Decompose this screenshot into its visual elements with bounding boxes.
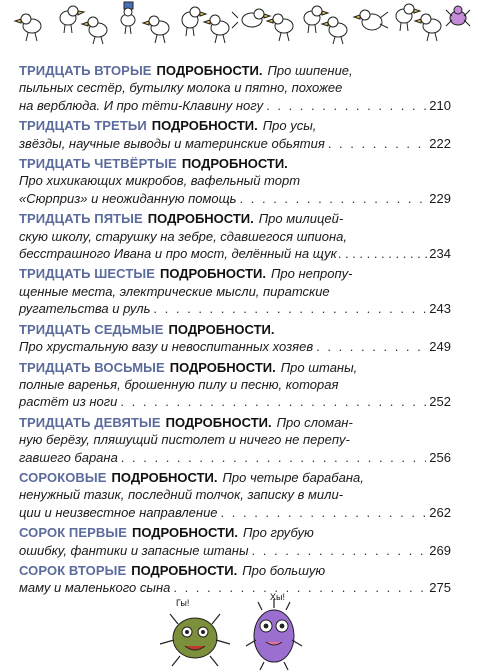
birds-illustration (0, 0, 478, 50)
entry-text: ную берёзу, пляшущий пистолет и ничего не перепу- (19, 432, 350, 448)
chapter-word: ПОДРОБНОСТИ. (160, 266, 266, 282)
entry-text: маму и маленького сына (19, 580, 171, 596)
chapter-number: СОРОК ПЕРВЫЕ (19, 525, 128, 541)
page-number: 249 (429, 339, 451, 355)
page-number: 256 (429, 449, 451, 465)
toc-entry[interactable] (19, 359, 451, 411)
toc-entry[interactable] (19, 469, 451, 521)
entry-last-line (19, 97, 451, 114)
chapter-word: ПОДРОБНОСТИ. (132, 525, 238, 541)
entry-heading-line (19, 265, 451, 282)
toc-entry[interactable] (19, 155, 451, 207)
entry-last-line (19, 245, 451, 262)
toc-entry[interactable] (19, 321, 451, 356)
page-number: 269 (429, 542, 451, 558)
toc-entry[interactable] (19, 62, 451, 114)
chapter-word: ПОДРОБНОСТИ. (131, 562, 238, 578)
entry-text-line (19, 283, 451, 300)
entry-text: бесстрашного Ивана и про мост, делённый на щук (19, 246, 337, 262)
entry-text: скую школу, старушку на зебре, сдавшегося шпиона, (19, 228, 347, 244)
chapter-word: ПОДРОБНОСТИ. (147, 211, 254, 227)
entry-text: «Сюрприз» и неожиданную помощь (19, 190, 237, 206)
toc-entry[interactable] (19, 117, 451, 152)
entry-text: растёт из ноги (19, 394, 118, 410)
page-number: 262 (429, 504, 451, 520)
chapter-number: ТРИДЦАТЬ ДЕВЯТЫЕ (19, 414, 161, 430)
page-number: 210 (429, 97, 451, 113)
entry-text: щенные места, электрические мысли, пиратские (19, 283, 330, 299)
entry-text: Про штаны, (280, 359, 358, 375)
dot-leader (338, 245, 429, 262)
page-number: 275 (429, 580, 451, 596)
chapter-number: ТРИДЦАТЬ ШЕСТЫЕ (19, 266, 155, 282)
chapter-word: ПОДРОБНОСТИ. (181, 156, 288, 172)
dot-leader (240, 190, 427, 207)
right-speech: Хы! (270, 592, 285, 602)
entry-text: Про хихикающих микробов, вафельный торт (19, 173, 301, 189)
left-speech: Гы! (176, 598, 190, 608)
chapter-number: СОРОКОВЫЕ (19, 469, 107, 485)
entry-heading-line (19, 321, 451, 338)
dot-leader (221, 504, 427, 521)
entry-heading-line (19, 155, 451, 172)
entry-text: ции и неизвестное направление (19, 504, 218, 520)
toc-entry[interactable] (19, 414, 451, 466)
entry-text: Про грубую (242, 525, 314, 541)
entry-last-line (19, 449, 451, 466)
entry-last-line (19, 135, 451, 152)
page-number: 234 (429, 246, 451, 262)
dot-leader (153, 300, 426, 317)
entry-text: пыльных сестёр, бутылку молока и пятно, похожее (19, 80, 343, 96)
entry-text: Про сломан- (276, 414, 353, 430)
entry-text: Про непропу- (270, 266, 353, 282)
entry-heading-line (19, 117, 451, 134)
entry-heading-line (19, 62, 451, 79)
page-number: 229 (429, 190, 451, 206)
entry-text-line (19, 172, 451, 189)
entry-heading-line (19, 524, 451, 541)
chapter-word: ПОДРОБНОСТИ. (165, 414, 272, 430)
page-number: 222 (429, 135, 451, 151)
entry-text: на верблюда. И про тёти-Клавину ногу (19, 97, 264, 113)
right-monster (246, 592, 302, 670)
chapter-word: ПОДРОБНОСТИ. (151, 118, 258, 134)
entry-text: Про хрустальную вазу и невоспитанных хозяев (19, 339, 314, 355)
dot-leader (121, 449, 427, 466)
entry-text-line (19, 431, 451, 448)
entry-last-line (19, 542, 451, 559)
entry-text-line (19, 79, 451, 96)
toc-entry[interactable] (19, 210, 451, 262)
entry-text-line (19, 486, 451, 503)
entry-heading-line (19, 562, 451, 579)
entry-heading-line (19, 359, 451, 376)
entry-text: ругательства и руль (19, 301, 151, 317)
entry-heading-line (19, 210, 451, 227)
toc-entry[interactable] (19, 524, 451, 559)
entry-last-line (19, 393, 451, 410)
page-number: 243 (429, 301, 451, 317)
entry-last-line (19, 338, 451, 355)
dot-leader (120, 393, 426, 410)
chapter-number: ТРИДЦАТЬ ВТОРЫЕ (19, 63, 152, 78)
entry-text: Про милицей- (258, 211, 344, 227)
monsters-illustration (150, 590, 330, 672)
chapter-number: ТРИДЦАТЬ ПЯТЫЕ (19, 211, 143, 227)
chapter-word: ПОДРОБНОСТИ. (169, 359, 276, 375)
table-of-contents (19, 62, 451, 600)
page-number: 252 (429, 394, 451, 410)
dot-leader (252, 542, 427, 559)
chapter-number: СОРОК ВТОРЫЕ (19, 562, 127, 578)
entry-text-line (19, 376, 451, 393)
entry-text: Про шипение, (267, 63, 353, 78)
entry-text: ненужный тазик, последний толчок, записку в мили- (19, 487, 344, 503)
entry-text: звёзды, научные выводы и материнские обьятия (19, 135, 325, 151)
chapter-number: ТРИДЦАТЬ ЧЕТВЁРТЫЕ (19, 156, 177, 172)
chapter-word: ПОДРОБНОСТИ. (111, 469, 218, 485)
entry-heading-line (19, 414, 451, 431)
entry-text: ошибку, фантики и запасные штаны (19, 542, 249, 558)
dot-leader (316, 338, 426, 355)
toc-entry[interactable] (19, 265, 451, 317)
chapter-number: ТРИДЦАТЬ ТРЕТЬИ (19, 118, 147, 134)
dot-leader (266, 97, 426, 114)
chapter-number: ТРИДЦАТЬ ВОСЬМЫЕ (19, 359, 165, 375)
chapter-number: ТРИДЦАТЬ СЕДЬМЫЕ (19, 321, 164, 337)
entry-text: Про большую (242, 562, 326, 578)
entry-last-line (19, 190, 451, 207)
dot-leader (328, 135, 426, 152)
entry-text: Про усы, (262, 118, 317, 134)
entry-text: Про четыре барабана, (222, 469, 364, 485)
left-monster (160, 598, 230, 666)
entry-last-line (19, 300, 451, 317)
entry-text: гавшего барана (19, 449, 118, 465)
entry-text-line (19, 228, 451, 245)
entry-text: полные варенья, брошенную пилу и песню, которая (19, 376, 339, 392)
entry-last-line (19, 504, 451, 521)
chapter-word: ПОДРОБНОСТИ. (156, 63, 263, 78)
entry-heading-line (19, 469, 451, 486)
chapter-word: ПОДРОБНОСТИ. (168, 321, 275, 337)
